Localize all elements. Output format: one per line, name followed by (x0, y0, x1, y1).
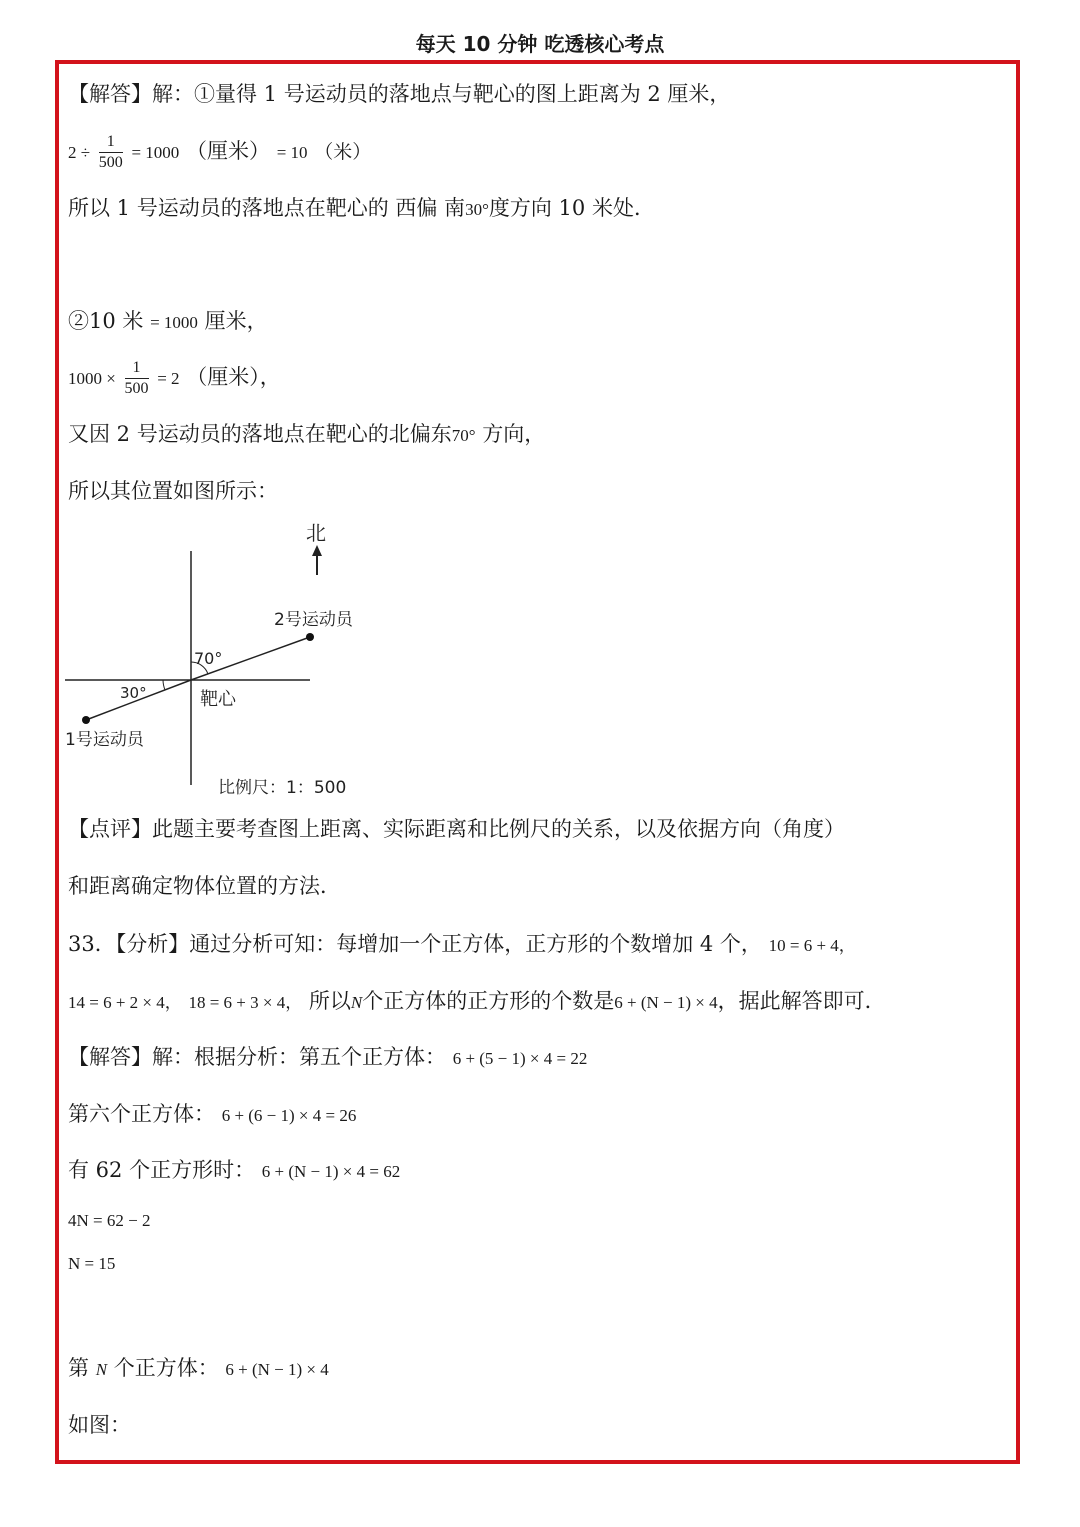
athlete-1-point (82, 716, 90, 724)
line4-text-c: 厘米， (204, 309, 268, 333)
q33-answer5-eq: N = 15 (68, 1254, 116, 1273)
calc-part-b: = 1000 (131, 143, 180, 162)
angle-70-label: 70° (194, 649, 223, 668)
q33-analysis-line-2 (68, 987, 886, 1017)
calc-part-d: = 10 (276, 143, 308, 162)
calc-unit-cm: （厘米） (186, 139, 270, 163)
q33-answer3-text: 有 62 个正方形时： (68, 1158, 256, 1182)
line5-part-a: 1000 × (68, 369, 116, 388)
line3-angle: 30° (465, 200, 489, 219)
calc-part-a: 2 ÷ (68, 143, 91, 162)
line5-unit: （厘米）， (186, 365, 281, 389)
solution-line-5 (68, 358, 281, 399)
solution-line-3 (68, 194, 655, 224)
q33-answer-line-5 (68, 1248, 115, 1278)
line5-result: = 2 (157, 369, 180, 388)
q33-answer6-text-a: 第 (68, 1356, 89, 1380)
q33-answer-line-4 (68, 1205, 150, 1235)
q33-answer-line-3 (68, 1156, 400, 1186)
scale-label: 比例尺：1：500 (218, 778, 347, 798)
fraction-numerator: 1 (99, 132, 123, 153)
q33-answer1-text: 【解答】解：根据分析：第五个正方体： (68, 1045, 446, 1069)
q33-formula: 6 + (N − 1) × 4 (614, 993, 718, 1012)
solution-line-6 (68, 420, 545, 450)
fraction-numerator: 1 (125, 358, 149, 379)
q33-eq-14: 14 = 6 + 2 × 4， (68, 993, 182, 1012)
solution-calc-line (68, 132, 371, 173)
north-label: 北 (306, 521, 326, 545)
q33-answer-line-7: 如图： (68, 1413, 131, 1437)
comment-line-1: 【点评】此题主要考查图上距离、实际距离和比例尺的关系，以及依据方向（角度） (68, 817, 845, 841)
angle-30-arc (163, 680, 165, 690)
q33-answer6-text-c: 个正方体： (113, 1356, 219, 1380)
angle-30-label: 30° (120, 684, 147, 702)
q33-text-end: ，据此解答即可． (717, 989, 886, 1013)
q33-text-so: 所以 (308, 989, 351, 1013)
line6-text-a: 又因 2 号运动员的落地点在靶心的北偏东 (68, 422, 452, 446)
line6-text-c: 方向， (482, 422, 546, 446)
q33-answer-line-6 (68, 1354, 329, 1384)
line4-text-a: ②10 米 (68, 309, 144, 333)
athlete-2-label: 2号运动员 (274, 610, 353, 630)
q33-text-count: 个正方体的正方形的个数是 (362, 989, 615, 1013)
solution-line-1: 【解答】解：①量得 1 号运动员的落地点与靶心的图上距离为 2 厘米， (68, 82, 731, 106)
direction-diagram (60, 515, 380, 805)
q33-answer2-text: 第六个正方体： (68, 1102, 215, 1126)
q33-answer4-eq: 4N = 62 − 2 (68, 1211, 151, 1230)
q33-answer6-formula: 6 + (N − 1) × 4 (225, 1360, 329, 1379)
target-center-label: 靶心 (200, 689, 236, 710)
line4-value: = 1000 (150, 313, 198, 332)
q33-analysis-text: 33．【分析】通过分析可知：每增加一个正方体，正方形的个数增加 4 个， (68, 932, 762, 956)
solution-line-4 (68, 307, 268, 337)
fraction-1-500 (99, 132, 123, 173)
fraction-denominator: 500 (124, 380, 149, 397)
q33-answer-line-1 (68, 1043, 587, 1073)
athlete-2-point (306, 633, 314, 641)
q33-analysis-line-1 (68, 930, 856, 960)
comment-line-2: 和距离确定物体位置的方法． (68, 874, 341, 898)
line6-angle: 70° (451, 426, 476, 445)
q33-var-n: N (350, 993, 363, 1012)
fraction-1-500-second (125, 358, 149, 399)
q33-answer2-eq: 6 + (6 − 1) × 4 = 26 (221, 1106, 357, 1125)
fraction-denominator: 500 (98, 154, 123, 171)
line3-text-c: 度方向 10 米处． (488, 196, 655, 220)
q33-answer-line-2 (68, 1100, 356, 1130)
calc-unit-m: （米） (314, 141, 372, 163)
q33-answer3-eq: 6 + (N − 1) × 4 = 62 (261, 1162, 401, 1181)
page-header-title: 每天 10 分钟 吃透核心考点 (415, 32, 665, 56)
q33-analysis-eq: 10 = 6 + 4， (768, 936, 856, 955)
q33-eq-18: 18 = 6 + 3 × 4， (188, 993, 303, 1012)
solution-line-7: 所以其位置如图所示： (68, 479, 278, 503)
line3-text-a: 所以 1 号运动员的落地点在靶心的 西偏 南 (68, 196, 466, 220)
north-arrow-icon (312, 545, 322, 556)
q33-answer1-eq: 6 + (5 − 1) × 4 = 22 (452, 1049, 588, 1068)
q33-answer6-var: N (95, 1360, 108, 1379)
athlete-1-label: 1号运动员 (65, 730, 144, 750)
